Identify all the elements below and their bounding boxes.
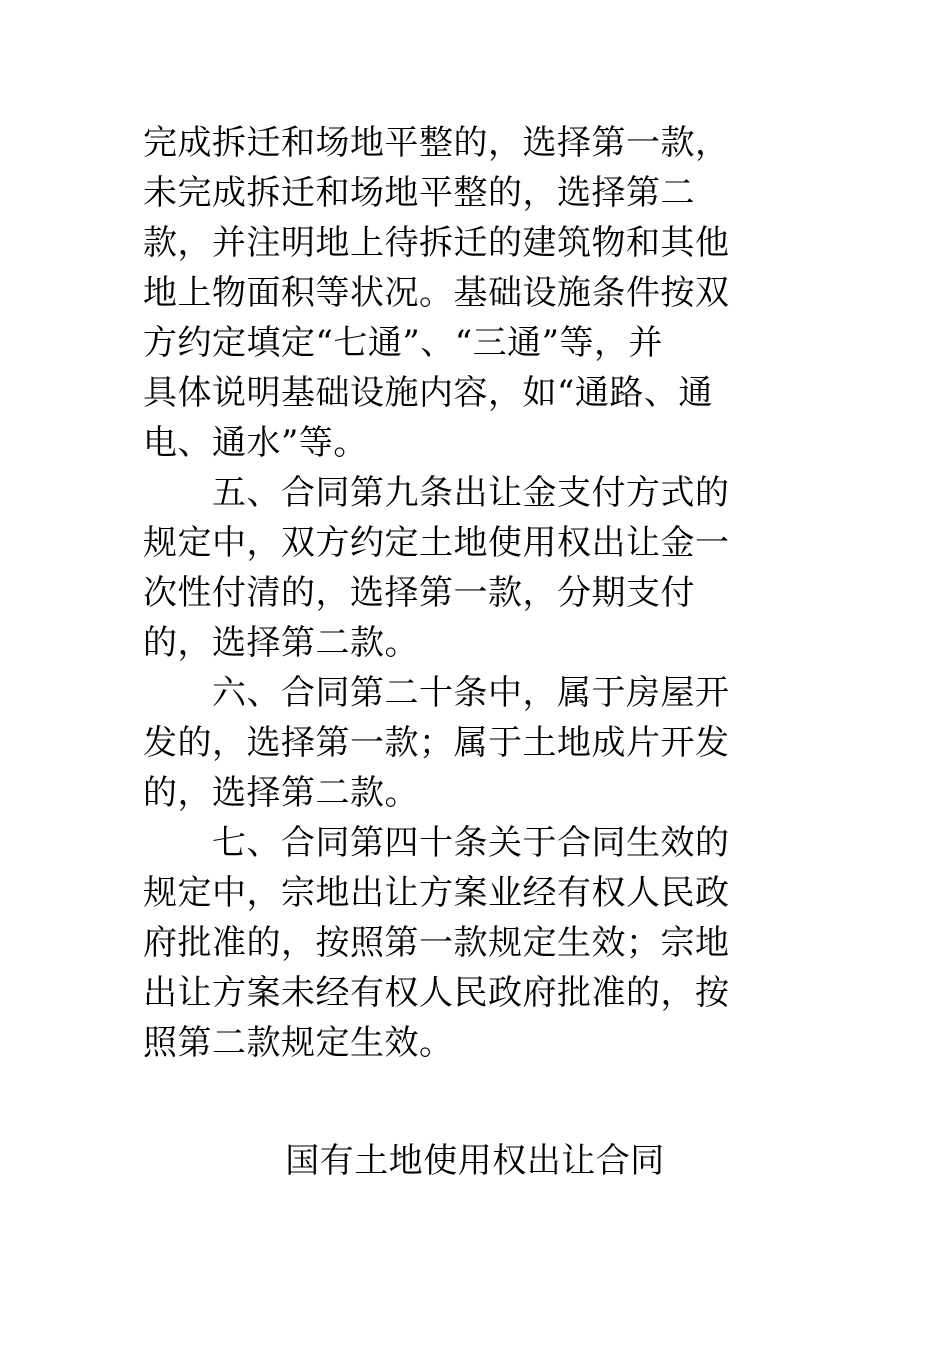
body-text — [143, 118, 763, 1068]
text-line: 方约定填定“七通”、“三通”等，并 — [143, 323, 664, 363]
text-line: 次性付清的，选择第一款，分期支付 — [143, 573, 695, 613]
text-line: 电、通水”等。 — [143, 423, 368, 463]
text-line: 的，选择第二款。 — [143, 623, 419, 663]
text-line: 具体说明基础设施内容，如“通路、通 — [143, 373, 713, 413]
text-line: 款，并注明地上待拆迁的建筑物和其他 — [143, 223, 730, 263]
text-line: 府批准的，按照第一款规定生效；宗地 — [143, 923, 730, 963]
text-line: 五、合同第九条出让金支付方式的 — [143, 473, 730, 513]
text-line: 七、合同第四十条关于合同生效的 — [143, 823, 730, 863]
text-line: 完成拆迁和场地平整的，选择第一款， — [143, 123, 730, 163]
text-line: 的，选择第二款。 — [143, 773, 419, 813]
text-line: 发的，选择第一款；属于土地成片开发 — [143, 723, 730, 763]
text-line: 规定中，双方约定土地使用权出让金一 — [143, 523, 730, 563]
text-line: 未完成拆迁和场地平整的，选择第二 — [143, 173, 695, 213]
text-line: 照第二款规定生效。 — [143, 1023, 454, 1063]
text-line: 六、合同第二十条中，属于房屋开 — [143, 673, 730, 713]
text-line: 规定中，宗地出让方案业经有权人民政 — [143, 873, 730, 913]
text-line: 出让方案未经有权人民政府批准的，按 — [143, 973, 730, 1013]
text-line: 地上物面积等状况。基础设施条件按双 — [143, 273, 730, 313]
document-title: 国有土地使用权出让合同 — [285, 1141, 665, 1181]
